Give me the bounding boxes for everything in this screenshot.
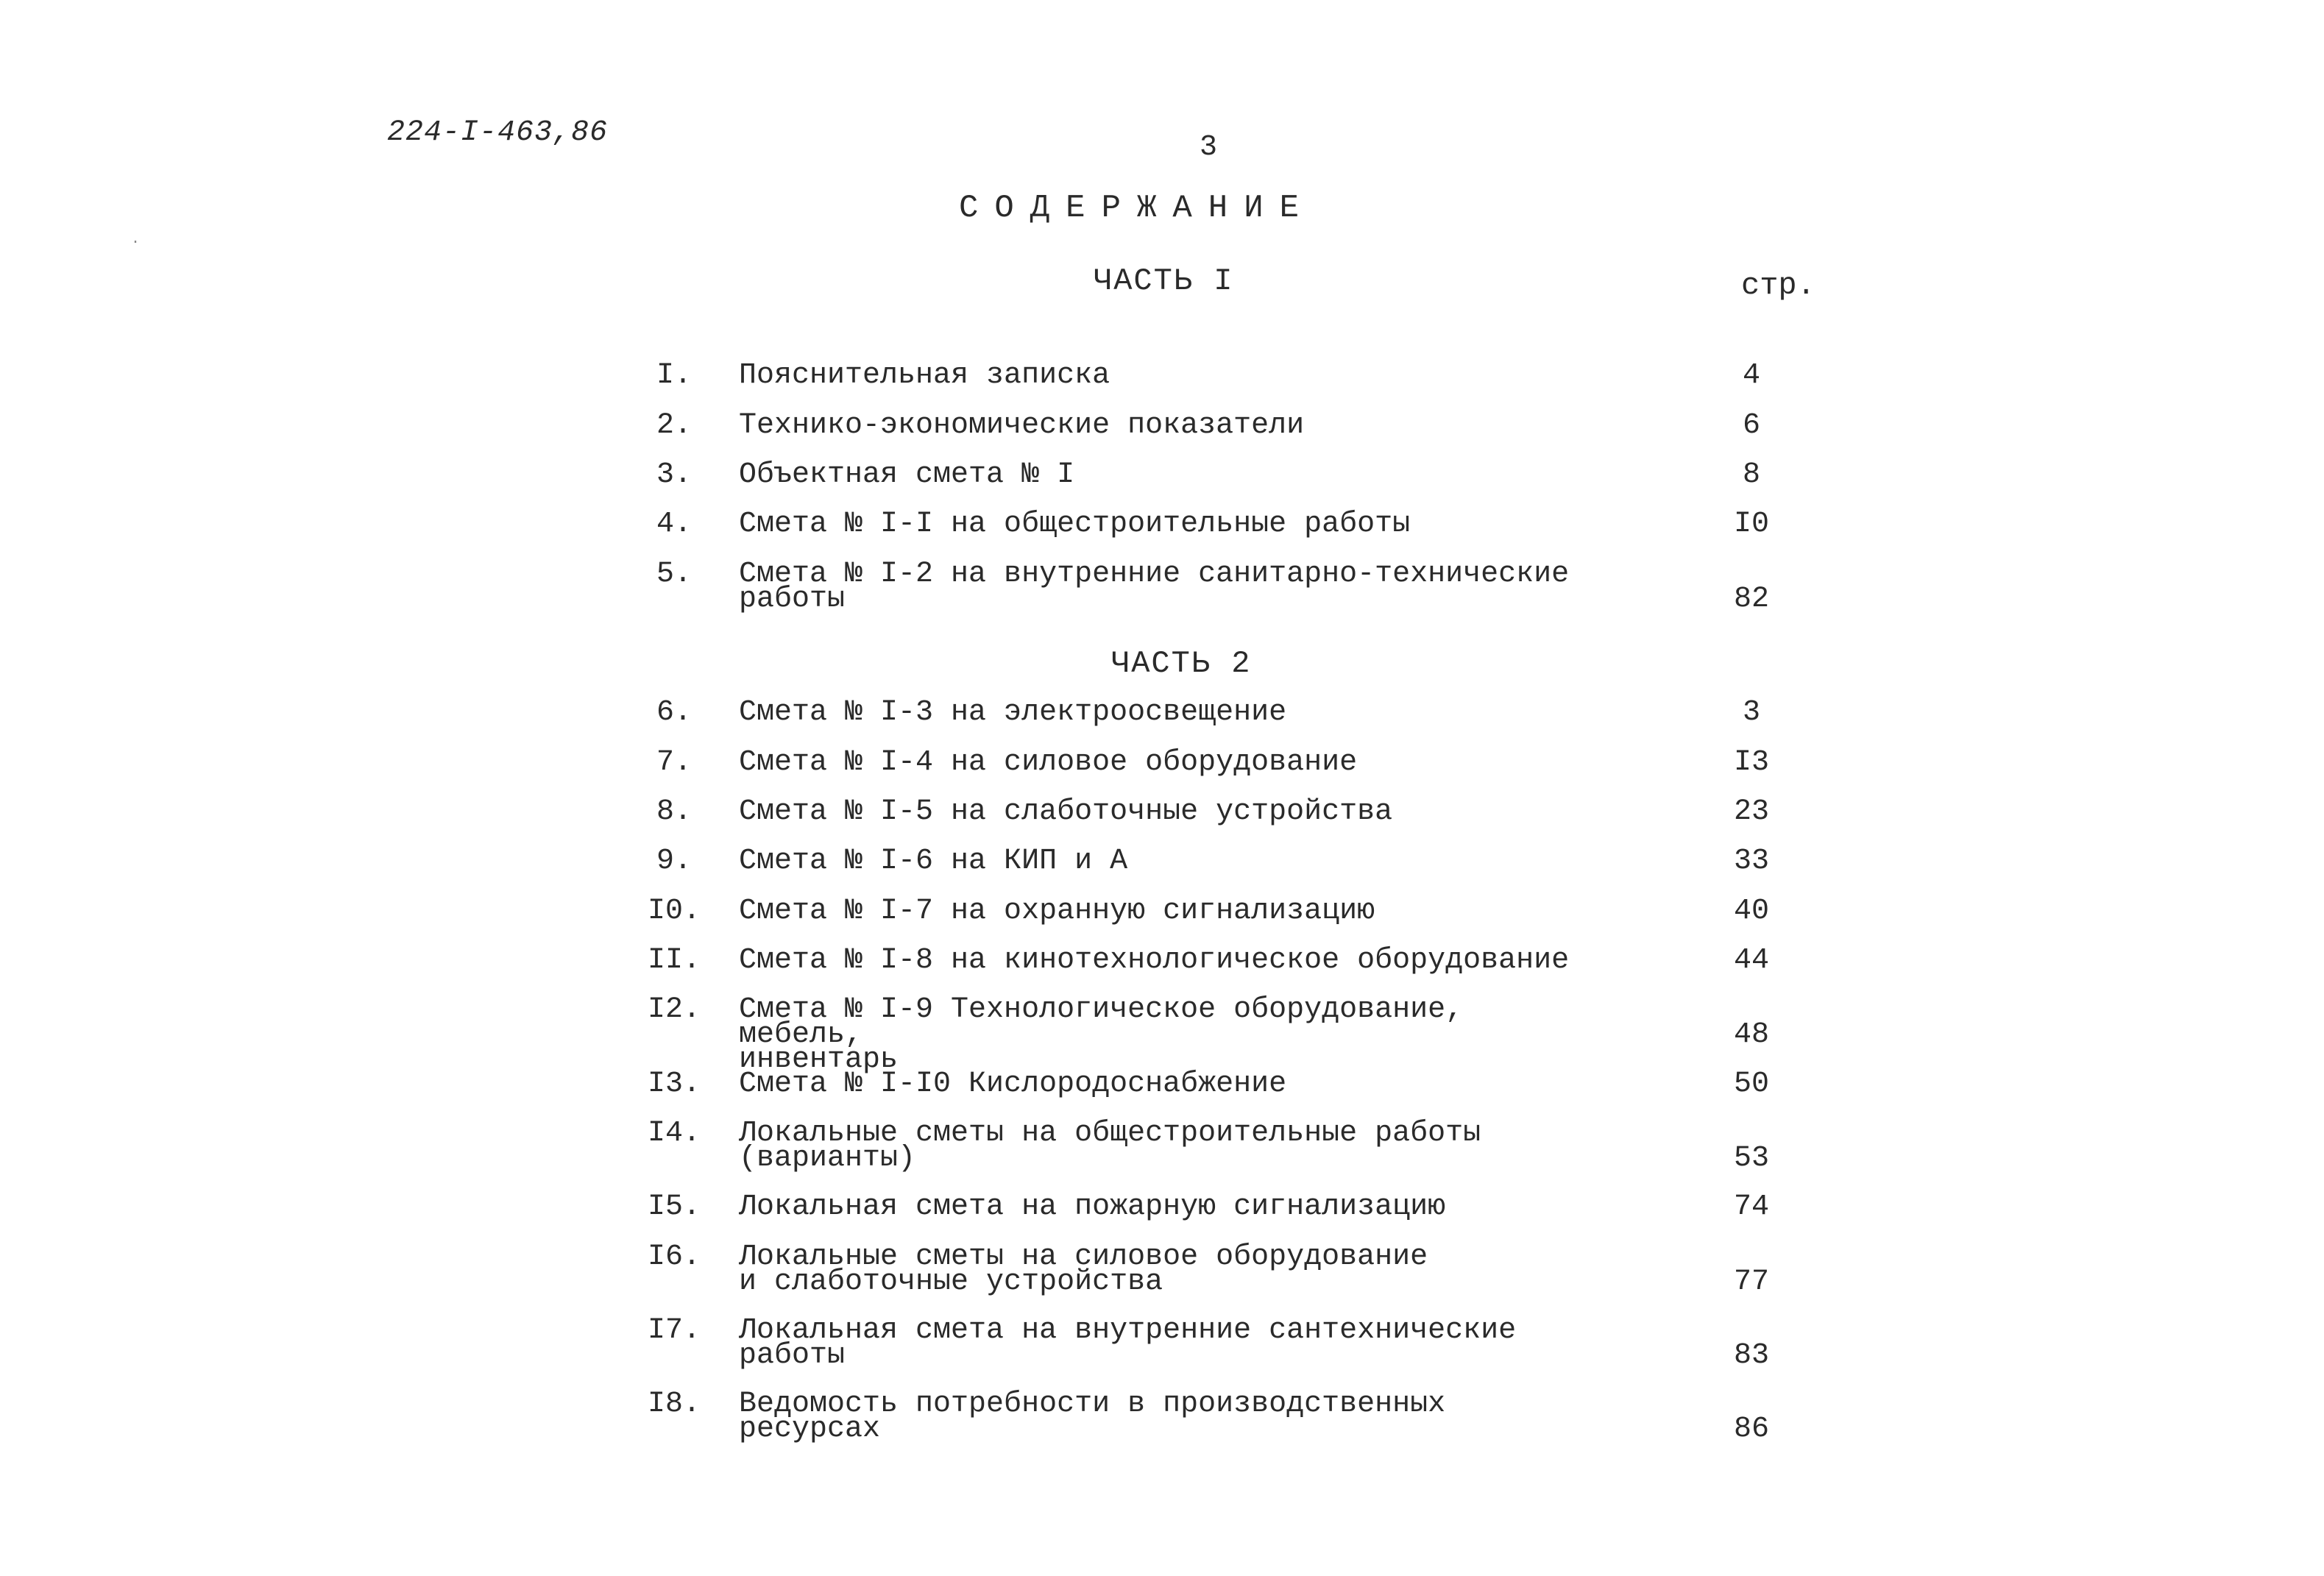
toc-item-number: I3. — [648, 1068, 701, 1101]
toc-item-page: 82 — [1733, 583, 1769, 616]
toc-item-page: I0 — [1733, 508, 1769, 541]
toc-item-title: Локальные сметы на силовое оборудование и слаботочные устройства — [739, 1240, 1428, 1299]
scan-speck: · — [131, 234, 141, 251]
toc-item-page: 3 — [1742, 696, 1760, 729]
toc-item-page: 48 — [1733, 1018, 1769, 1051]
toc-item-title: Ведомость потребности в производственных ресурсах — [739, 1388, 1446, 1446]
toc-item-number: I6. — [648, 1240, 701, 1274]
toc-item-number: II. — [648, 944, 701, 977]
toc-item-title: Смета № I-4 на силовое оборудование — [739, 746, 1358, 779]
toc-item-number: I5. — [648, 1190, 701, 1224]
toc-item-title: Смета № I-6 на КИП и А — [739, 845, 1128, 878]
toc-item-number: 2. — [656, 409, 692, 442]
toc-item-number: 4. — [656, 508, 692, 541]
toc-item-number: 6. — [656, 696, 692, 729]
toc-item-page: 44 — [1733, 944, 1769, 977]
part-1-heading: ЧАСТЬ I — [1094, 263, 1234, 299]
toc-item-page: 77 — [1733, 1266, 1769, 1299]
toc-item-page: 4 — [1742, 359, 1760, 392]
toc-item-page: 8 — [1742, 458, 1760, 491]
toc-item-title: Смета № I-7 на охранную сигнализацию — [739, 895, 1375, 928]
toc-item-number: I7. — [648, 1314, 701, 1347]
toc-item-number: 9. — [656, 845, 692, 878]
toc-item-title: Технико-экономические показатели — [739, 409, 1305, 442]
toc-item-title: Локальная смета на пожарную сигнализацию — [739, 1190, 1446, 1224]
toc-item-page: 83 — [1733, 1339, 1769, 1372]
toc-item-title: Смета № I-3 на электроосвещение — [739, 696, 1287, 729]
toc-item-title: Смета № I-9 Технологическое оборудование, мебель, инвентарь — [739, 993, 1464, 1076]
toc-item-page: 50 — [1733, 1068, 1769, 1101]
toc-item-title: Смета № I-I0 Кислородоснабжение — [739, 1068, 1287, 1101]
toc-item-number: 5. — [656, 558, 692, 591]
toc-item-title: Смета № I-I на общестроительные работы — [739, 508, 1411, 541]
toc-item-number: I. — [656, 359, 692, 392]
toc-item-number: 3. — [656, 458, 692, 491]
part-2-heading: ЧАСТЬ 2 — [1111, 646, 1252, 681]
toc-item-title: Пояснительная записка — [739, 359, 1110, 392]
toc-item-number: I2. — [648, 993, 701, 1026]
toc-item-number: I8. — [648, 1388, 701, 1421]
document-code: 224-I-463,86 — [387, 116, 609, 149]
toc-item-number: I4. — [648, 1117, 701, 1150]
toc-item-page: 40 — [1733, 895, 1769, 928]
toc-item-title: Локальные сметы на общестроительные работы (варианты) — [739, 1117, 1481, 1175]
toc-item-page: I3 — [1733, 746, 1769, 779]
toc-item-title: Объектная смета № I — [739, 458, 1075, 491]
toc-item-number: 7. — [656, 746, 692, 779]
toc-item-title: Смета № I-8 на кинотехнологическое оборудование — [739, 944, 1570, 977]
toc-item-number: 8. — [656, 795, 692, 828]
contents-title: СОДЕРЖАНИЕ — [958, 190, 1316, 227]
toc-item-page: 33 — [1733, 845, 1769, 878]
toc-item-page: 86 — [1733, 1413, 1769, 1446]
toc-item-title: Смета № I-5 на слаботочные устройства — [739, 795, 1393, 828]
toc-item-page: 53 — [1733, 1142, 1769, 1175]
toc-item-page: 6 — [1742, 409, 1760, 442]
toc-item-page: 74 — [1733, 1190, 1769, 1224]
page-number: 3 — [1200, 131, 1218, 164]
page-column-label: стр. — [1741, 268, 1815, 303]
toc-item-title: Смета № I-2 на внутренние санитарно-технические работы — [739, 558, 1570, 616]
toc-item-page: 23 — [1733, 795, 1769, 828]
toc-item-title: Локальная смета на внутренние сантехнические работы — [739, 1314, 1517, 1372]
toc-item-number: I0. — [648, 895, 701, 928]
